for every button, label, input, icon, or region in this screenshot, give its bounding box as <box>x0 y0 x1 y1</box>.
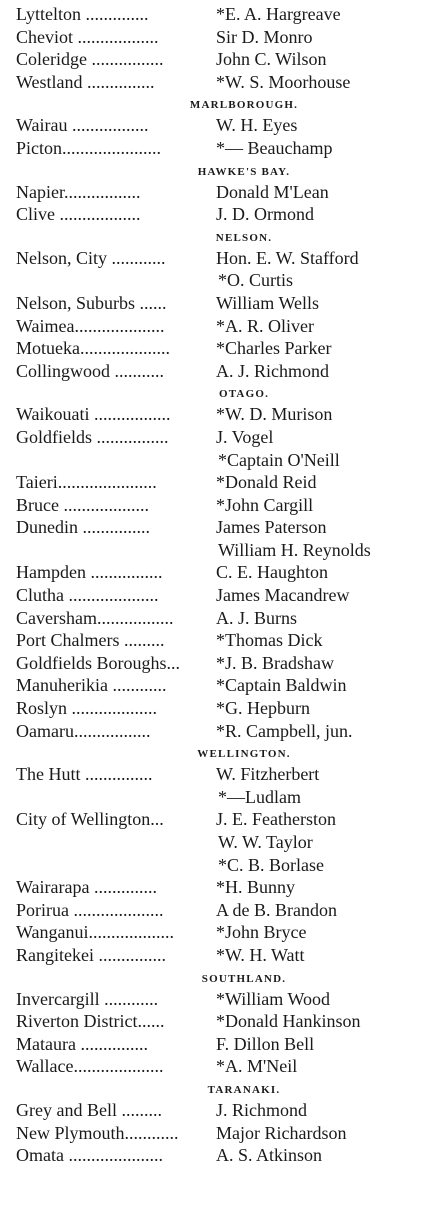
electorate-row <box>0 48 448 71</box>
electorate-name: Napier................. <box>16 181 141 202</box>
electorate-row <box>0 71 448 94</box>
member-name: James Paterson <box>216 517 327 538</box>
province-heading: NELSON. <box>215 231 273 244</box>
electorate-name: Picton...................... <box>16 137 162 158</box>
electorate-name: Manuherikia ............ <box>16 675 167 696</box>
member-name: F. Dillon Bell <box>216 1033 315 1054</box>
electorate-name: Collingwood ........... <box>16 360 165 381</box>
electorate-row <box>0 3 448 26</box>
member-name: *Captain O'Neill <box>218 449 340 470</box>
electorate-name: Taieri...................... <box>16 472 157 493</box>
member-name: J. Richmond <box>216 1099 308 1120</box>
electorate-row <box>0 181 448 204</box>
member-name: *C. B. Borlase <box>218 854 324 875</box>
member-name: *Charles Parker <box>216 338 332 359</box>
electorate-name: The Hutt ............... <box>16 764 153 785</box>
electorate-name: Bruce ................... <box>16 494 149 515</box>
province-heading: SOUTHLAND. <box>201 972 287 985</box>
province-heading: OTAGO. <box>218 388 270 401</box>
electorate-row <box>0 652 448 675</box>
member-name: W. H. Eyes <box>216 115 298 136</box>
electorate-row <box>0 786 448 809</box>
electorate-name: Clive .................. <box>16 204 141 225</box>
electorate-row <box>0 899 448 922</box>
electorate-name: Wallace.................... <box>16 1056 164 1077</box>
electorate-name: Waimea.................... <box>16 315 165 336</box>
member-name: Major Richardson <box>216 1122 347 1143</box>
electorate-row <box>0 516 448 539</box>
electorate-row <box>0 137 448 160</box>
member-name: *A. R. Oliver <box>216 315 314 336</box>
electorate-name: Nelson, City ............ <box>16 247 166 268</box>
electorate-row <box>0 449 448 472</box>
electorate-name: Omata ..................... <box>16 1145 163 1166</box>
member-name: W. Fitzherbert <box>216 764 320 785</box>
member-name: *— Beauchamp <box>216 137 333 158</box>
member-name: *Donald Hankinson <box>216 1011 361 1032</box>
member-name: C. E. Haughton <box>216 562 328 583</box>
electorate-name: Mataura ............... <box>16 1033 148 1054</box>
electorate-row <box>0 831 448 854</box>
member-name: William Wells <box>216 292 319 313</box>
electorate-row <box>0 1033 448 1056</box>
electorate-name: Waikouati ................. <box>16 404 171 425</box>
electorate-row <box>0 539 448 562</box>
electorate-row <box>0 315 448 338</box>
member-name: *Thomas Dick <box>216 630 323 651</box>
electorate-row <box>0 494 448 517</box>
member-name: A de B. Brandon <box>216 899 337 920</box>
electorate-name: Invercargill ............ <box>16 988 159 1009</box>
electorate-row <box>0 1144 448 1167</box>
electorate-name: Goldfields ................ <box>16 426 169 447</box>
electorate-name: Clutha .................... <box>16 585 159 606</box>
electorate-row <box>0 944 448 967</box>
electorate-row <box>0 629 448 652</box>
member-name: *Donald Reid <box>216 472 317 493</box>
electorate-name: Riverton District...... <box>16 1011 165 1032</box>
electorate-name: Dunedin ............... <box>16 517 150 538</box>
electorate-name: Motueka.................... <box>16 338 170 359</box>
province-heading: TARANAKI. <box>207 1083 281 1096</box>
member-name: J. Vogel <box>216 426 274 447</box>
province-heading: WELLINGTON. <box>197 748 291 761</box>
member-name: *W. D. Murison <box>216 404 333 425</box>
electorate-name: City of Wellington... <box>16 809 164 830</box>
electorate-name: Wanganui................... <box>16 922 175 943</box>
electorate-row <box>0 584 448 607</box>
electorate-row <box>0 808 448 831</box>
member-name: *John Bryce <box>216 922 307 943</box>
electorate-row <box>0 26 448 49</box>
electorate-name: Oamaru................. <box>16 720 151 741</box>
electorate-name: Rangitekei ............... <box>16 944 166 965</box>
electorate-name: New Plymouth............ <box>16 1122 179 1143</box>
electorate-row <box>0 360 448 383</box>
member-name: A. J. Richmond <box>216 360 330 381</box>
electorate-row <box>0 607 448 630</box>
member-name: *W. H. Watt <box>216 944 305 965</box>
electorate-row <box>0 247 448 270</box>
electorate-row <box>0 674 448 697</box>
electorate-name: Wairarapa .............. <box>16 877 157 898</box>
electorate-row <box>0 203 448 226</box>
electorate-row <box>0 1122 448 1145</box>
electorate-name: Roslyn ................... <box>16 698 158 719</box>
electorate-name: Wairau ................. <box>16 115 149 136</box>
electorate-name: Porirua .................... <box>16 899 164 920</box>
member-name: A. S. Atkinson <box>216 1145 323 1166</box>
electorate-row <box>0 763 448 786</box>
member-name: A. J. Burns <box>216 607 298 628</box>
electorate-row <box>0 403 448 426</box>
electorate-name: Lyttelton .............. <box>16 4 149 24</box>
electorate-row <box>0 1055 448 1078</box>
electorate-row <box>0 269 448 292</box>
member-name: J. D. Ormond <box>216 204 314 225</box>
electorate-row <box>0 720 448 743</box>
electorate-row <box>0 337 448 360</box>
electorate-row <box>0 426 448 449</box>
electorate-name: Cheviot .................. <box>16 26 159 47</box>
member-name: *W. S. Moorhouse <box>216 71 351 92</box>
electorate-name: Westland ............... <box>16 71 155 92</box>
member-name: James Macandrew <box>216 585 350 606</box>
electorate-name: Nelson, Suburbs ...... <box>16 292 167 313</box>
electorate-name: Caversham................. <box>16 607 174 628</box>
member-name: *John Cargill <box>216 494 314 515</box>
province-heading: MARLBOROUGH. <box>189 99 299 112</box>
member-name: *Captain Baldwin <box>216 675 347 696</box>
electorate-name: Goldfields Boroughs... <box>16 652 180 673</box>
member-name: Hon. E. W. Stafford <box>216 247 359 268</box>
member-name: *William Wood <box>216 988 330 1009</box>
member-name: *J. B. Bradshaw <box>216 652 334 673</box>
member-name: W. W. Taylor <box>218 832 313 852</box>
province-heading: HAWKE'S BAY. <box>197 165 291 178</box>
electorate-row <box>0 1010 448 1033</box>
electorate-name: Hampden ................ <box>16 562 163 583</box>
member-name: *G. Hepburn <box>216 698 310 719</box>
electorate-row <box>0 114 448 137</box>
member-name: *—Ludlam <box>218 786 301 807</box>
member-name: *E. A. Hargreave <box>216 4 341 24</box>
member-name: J. E. Featherston <box>216 809 336 830</box>
electorate-row <box>0 697 448 720</box>
electorate-row <box>0 988 448 1011</box>
electorate-row <box>0 1099 448 1122</box>
member-name: *R. Campbell, jun. <box>216 720 353 741</box>
electorate-name: Coleridge ................ <box>16 49 164 70</box>
member-name: *H. Bunny <box>216 877 296 898</box>
electorate-name: Grey and Bell ......... <box>16 1099 162 1120</box>
electorate-row <box>0 921 448 944</box>
electorate-row <box>0 471 448 494</box>
electorate-row <box>0 561 448 584</box>
member-name: Sir D. Monro <box>216 26 313 47</box>
member-name: William H. Reynolds <box>218 539 371 560</box>
member-name: *O. Curtis <box>218 270 294 291</box>
electorate-row <box>0 292 448 315</box>
member-name: John C. Wilson <box>216 49 327 70</box>
member-name: Donald M'Lean <box>216 181 329 202</box>
member-name: *A. M'Neil <box>216 1056 298 1077</box>
electorate-row <box>0 876 448 899</box>
electorate-row <box>0 854 448 877</box>
electorate-name: Port Chalmers ......... <box>16 630 165 651</box>
